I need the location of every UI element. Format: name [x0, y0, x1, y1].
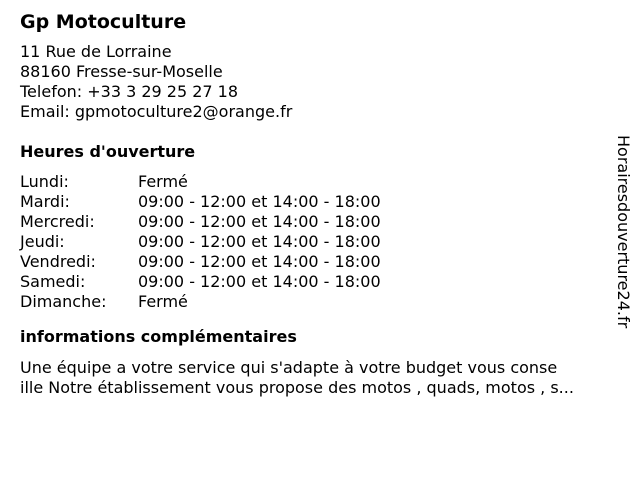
hours-day-label: Mercredi:	[20, 212, 95, 231]
business-card	[20, 10, 620, 398]
hours-row-monday	[20, 172, 620, 192]
hours-day-value: 09:00 - 12:00 et 14:00 - 18:00	[138, 232, 381, 251]
hours-row-saturday	[20, 272, 620, 292]
hours-day-value: 09:00 - 12:00 et 14:00 - 18:00	[138, 192, 381, 211]
info-description	[20, 358, 630, 398]
hours-day-label: Vendredi:	[20, 252, 96, 271]
hours-day-label: Lundi:	[20, 172, 69, 191]
hours-day-label: Samedi:	[20, 272, 86, 291]
hours-day-label: Jeudi:	[20, 232, 65, 251]
business-name: Gp Motoculture	[20, 11, 187, 33]
hours-day-label: Dimanche:	[20, 292, 107, 311]
hours-row-sunday	[20, 292, 620, 312]
hours-row-wednesday	[20, 212, 620, 232]
info-line: Une équipe a votre service qui s'adapte à votre budget vous conse	[20, 358, 558, 377]
phone-number: Telefon: +33 3 29 25 27 18	[20, 82, 239, 101]
hours-row-friday	[20, 252, 620, 272]
address-block	[20, 42, 620, 122]
hours-day-label: Mardi:	[20, 192, 70, 211]
hours-row-tuesday	[20, 192, 620, 212]
hours-table	[20, 172, 620, 312]
info-heading: informations complémentaires	[20, 327, 297, 346]
hours-day-value: 09:00 - 12:00 et 14:00 - 18:00	[138, 252, 381, 271]
site-watermark: Horairesdouverture24.fr	[614, 135, 633, 329]
city-postal: 88160 Fresse-sur-Moselle	[20, 62, 223, 81]
hours-day-value: Fermé	[138, 172, 188, 191]
hours-day-value: 09:00 - 12:00 et 14:00 - 18:00	[138, 272, 381, 291]
hours-heading: Heures d'ouverture	[20, 142, 196, 161]
hours-day-value: Fermé	[138, 292, 188, 311]
street-address: 11 Rue de Lorraine	[20, 42, 172, 61]
hours-row-thursday	[20, 232, 620, 252]
info-line: ille Notre établissement vous propose des motos , quads, motos , s...	[20, 378, 574, 397]
hours-day-value: 09:00 - 12:00 et 14:00 - 18:00	[138, 212, 381, 231]
email-address: Email: gpmotoculture2@orange.fr	[20, 102, 293, 121]
